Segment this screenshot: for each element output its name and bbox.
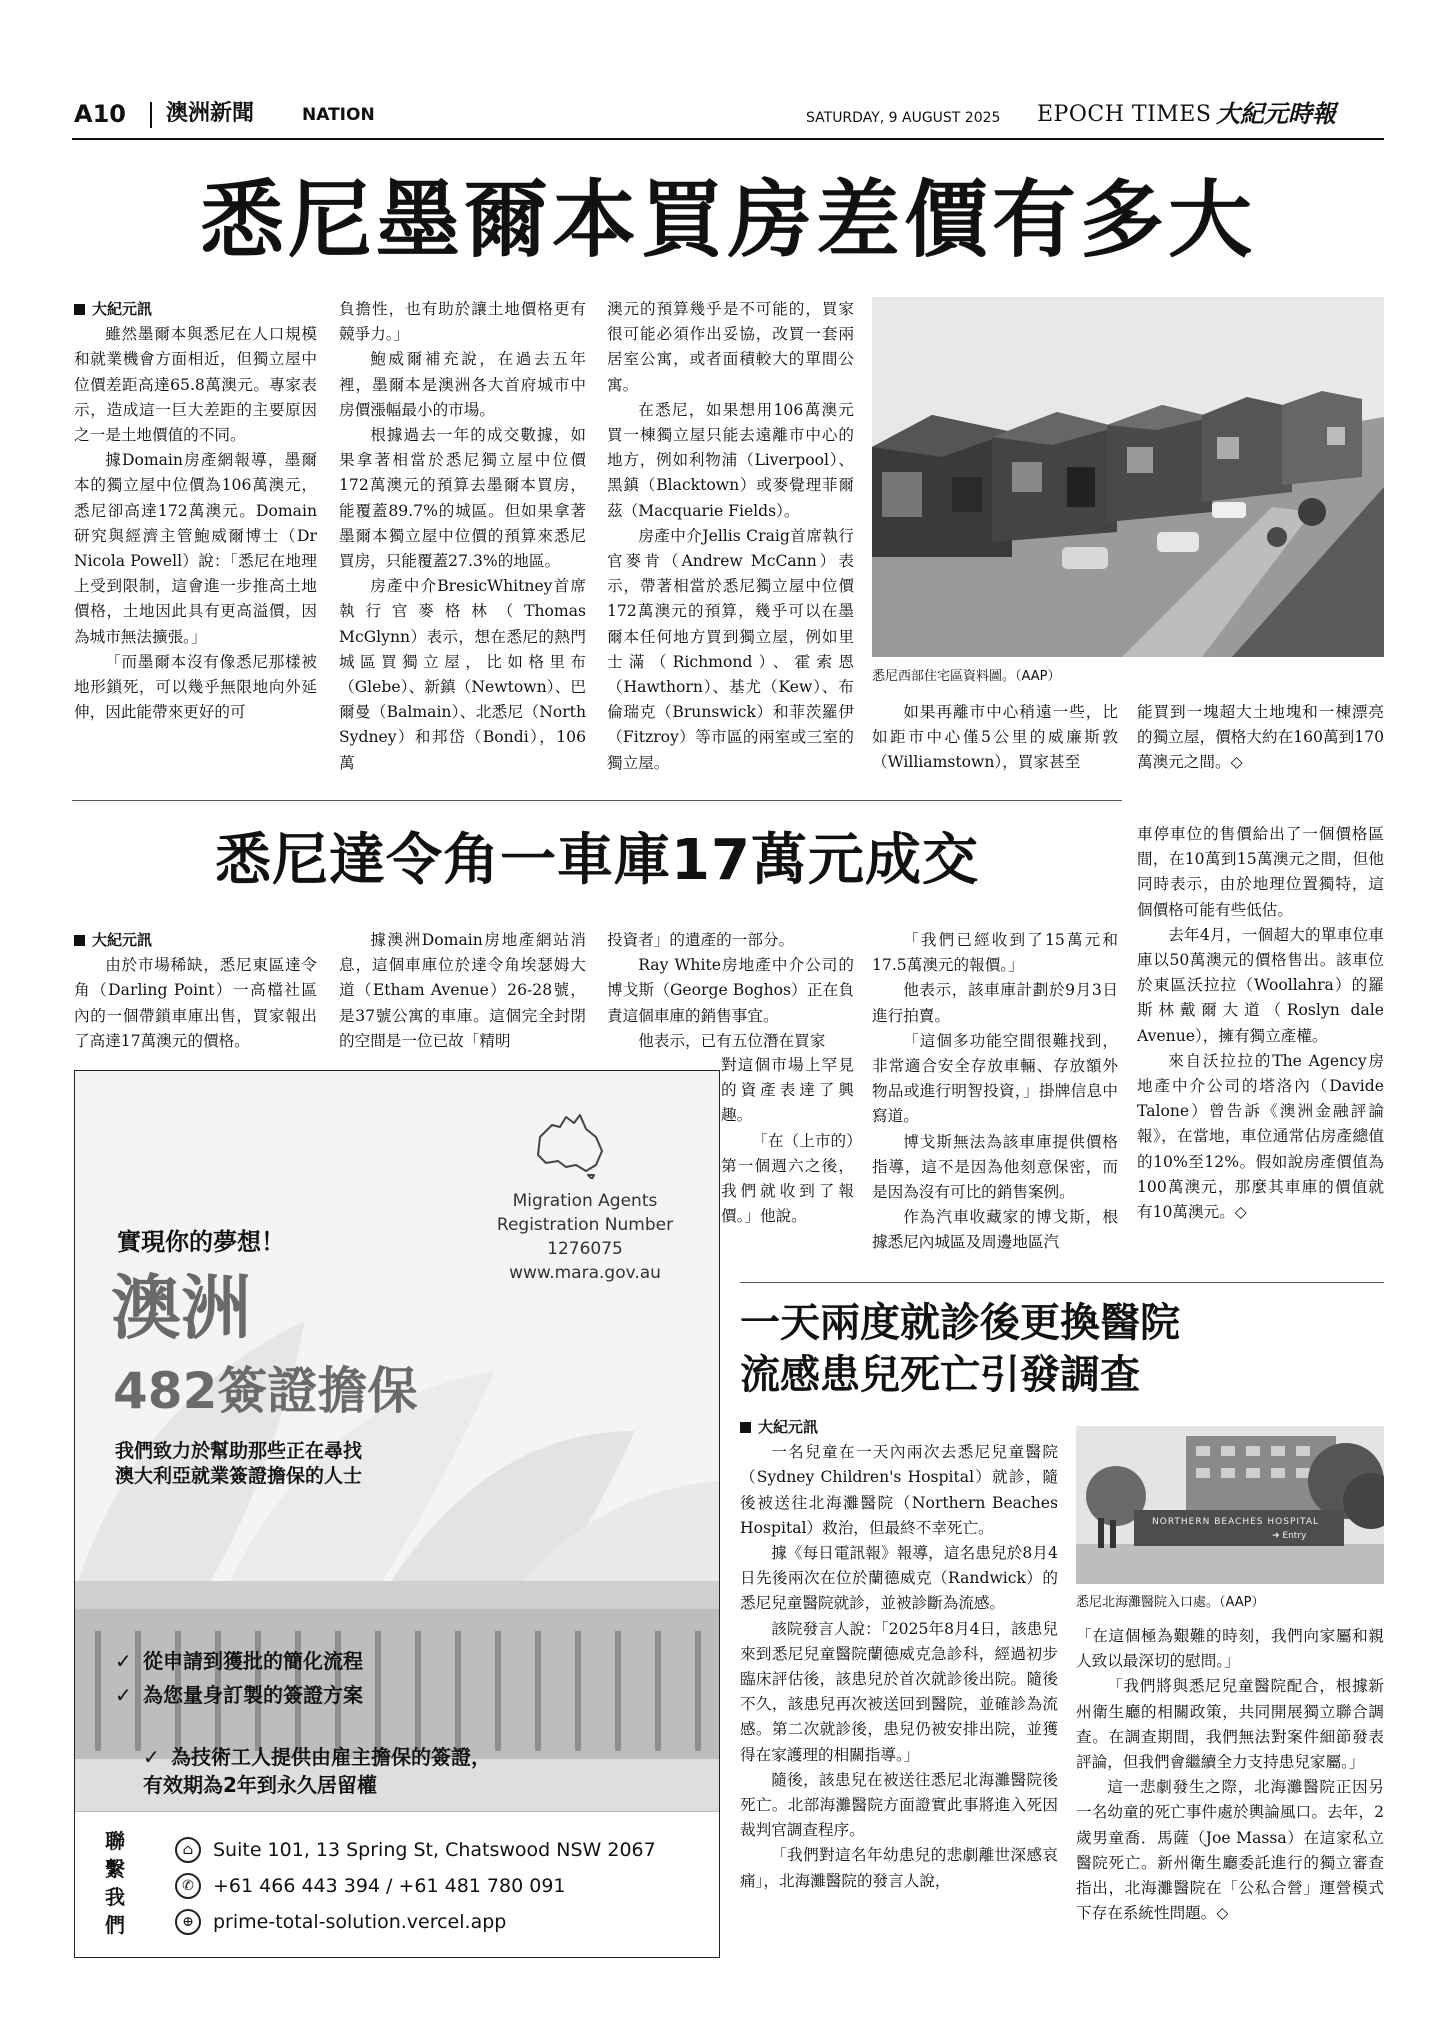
hospital-entrance-image	[1076, 1426, 1384, 1584]
article2-col3b	[721, 1053, 854, 1265]
mara-number: 1276075	[547, 1239, 623, 1259]
ad-bullet-1	[115, 1647, 363, 1675]
paragraph: 由於市場稀缺，悉尼東區達令角（Darling Point）一高檔社區內的一個帶鎖車庫出售，買家報出了高達17萬澳元的價格。	[74, 956, 317, 1050]
paragraph: 這一悲劇發生之際，北海灘醫院正因另一名幼童的死亡事件處於輿論風口。去年，2歲男童喬．馬薩（Joe Massa）在這家私立醫院死亡。新州衛生廳委託進行的獨立審查指出，北海灘醫院在「公私合營」運營模式下存在系統性問題。◇	[1076, 1778, 1384, 1923]
contact-label-char: 聯	[105, 1829, 125, 1853]
paragraph: 投資者」的遺產的一部分。	[607, 931, 795, 949]
paragraph: 對這個市場上罕見的資產表達了興趣。	[721, 1056, 854, 1125]
paragraph: 一名兒童在一天內兩次去悉尼兒童醫院（Sydney Children's Hospital）就診，隨後被送往北海灘醫院（Northern Beaches Hospital）救治，但最終不幸死亡。	[740, 1443, 1058, 1537]
ad-subtitle: 482簽證擔保	[113, 1362, 418, 1420]
contact-label-char: 我	[105, 1885, 125, 1909]
ad-website[interactable]: prime-total-solution.vercel.app	[213, 1911, 507, 1933]
paragraph: 「我們已經收到了15萬元和17.5萬澳元的報價。」	[872, 931, 1118, 975]
paragraph: 該院發言人說：「2025年8月4日，該患兒來到悉尼兒童醫院蘭德威克急診科，經過初步臨床評估後，該患兒於首次就診後出院。隨後不久，該患兒再次被送回到醫院，並確診為流感。第二次就診後，患兒仍被安排出院，並獲得在家護理的相關指導。」	[740, 1619, 1058, 1764]
paragraph: 根據過去一年的成交數據，如果拿著相當於悉尼獨立屋中位價172萬澳元的預算去墨爾本買房，能覆蓋89.7%的城區。但如果拿著墨爾本獨立屋中位價的預算來悉尼買房，只能覆蓋27.3%的地區。	[339, 426, 586, 571]
paragraph: 隨後，該患兒在被送往悉尼北海灘醫院後死亡。北部海灘醫院方面證實此事將進入死因裁判官調查程序。	[740, 1770, 1058, 1840]
paragraph: 「這個多功能空間很難找到，非常適合安全存放車輛、存放額外物品或進行明智投資，」掛牌信息中寫道。	[872, 1031, 1118, 1126]
ad-bullet-text: 為您量身訂製的簽證方案	[143, 1683, 363, 1707]
article2-col3a	[607, 928, 854, 1053]
article3-photo-caption: 悉尼北海灘醫院入口處。（AAP）	[1076, 1595, 1265, 1610]
ad-tagline: 實現你的夢想！	[117, 1228, 285, 1256]
article2-col2	[339, 928, 586, 1068]
arrow-right-icon: ➜	[1272, 1531, 1283, 1541]
ad-bullet-text: 為技術工人提供由雇主擔保的簽證， 有效期為2年到永久居留權	[143, 1745, 491, 1797]
article2-bottom-rule	[740, 1282, 1384, 1283]
article1-col3	[607, 297, 854, 787]
article2-byline: 大紀元訊	[74, 928, 317, 953]
checkmark-icon: ✓	[143, 1745, 160, 1769]
paragraph: 來自沃拉拉的The Agency房地產中介公司的塔洛內（Davide Talone）曾告訴《澳洲金融評論報》，在當地，車位通常佔房產總值的10%至12%。假如說房產價值為100萬澳元，那麼其車庫的價值就有10萬澳元。◇	[1137, 1051, 1384, 1222]
article3-byline: 大紀元訊	[740, 1415, 1058, 1440]
contact-label-char: 繫	[105, 1857, 125, 1881]
paragraph: 負擔性，也有助於讓土地價格更有競爭力。」	[339, 300, 586, 344]
ad-bullet-3	[115, 1715, 515, 1799]
article2-col5	[1137, 822, 1384, 1268]
masthead-en: EPOCH TIMES	[1037, 102, 1212, 127]
paragraph: 去年4月，一個超大的單車位車庫以50萬澳元的價格售出。該車位於東區沃拉拉（Woollahra）的羅斯林戴爾大道（Roslyn dale Avenue），擁有獨立產權。	[1137, 925, 1384, 1045]
contact-label	[105, 1827, 129, 1939]
paragraph: 據Domain房產網報導，墨爾本的獨立屋中位價為106萬澳元，悉尼卻高達172萬澳元。Domain研究與經濟主管鮑威爾博士（Dr Nicola Powell）說：「悉尼在地理上受到限制，這會進一步推高土地價格，土地因此具有更高溢價，因為城市無法擴張。」	[74, 451, 317, 646]
header-date: SATURDAY, 9 AUGUST 2025	[806, 110, 1001, 126]
article3-col1	[740, 1415, 1058, 1963]
paragraph: 他表示，已有五位潛在買家	[638, 1031, 826, 1050]
article1-byline: 大紀元訊	[74, 297, 317, 322]
section-zh: 澳洲新聞	[166, 101, 255, 126]
globe-icon: ⊕	[175, 1909, 201, 1935]
paragraph: 車停車位的售價給出了一個價格區間，在10萬到15萬澳元之間，但他同時表示，由於地理位置獨特，這個價格可能有些低估。	[1137, 825, 1384, 919]
article3-photo	[1076, 1426, 1384, 1584]
visa-advertisement	[74, 1070, 720, 1958]
paragraph: 博戈斯無法為該車庫提供價格指導，這不是因為他刻意保密，而是因為沒有可比的銷售案例。	[872, 1132, 1118, 1202]
article1-bottom-rule	[72, 800, 1122, 801]
hospital-sign-entry-text: Entry	[1282, 1531, 1307, 1541]
ad-bullet-2	[115, 1681, 363, 1709]
ad-desc-line2: 澳大利亞就業簽證擔保的人士	[115, 1465, 363, 1487]
paragraph: 鮑威爾補充說，在過去五年裡，墨爾本是澳洲各大首府城市中房價漲幅最小的市場。	[339, 350, 586, 419]
paragraph: 「我們對這名年幼患兒的悲劇離世深感哀痛」，北海灘醫院的發言人說，	[740, 1846, 1058, 1890]
ad-bullet-text: 從申請到獲批的簡化流程	[143, 1649, 363, 1673]
paragraph: 「在（上市的）第一個週六之後，我們就收到了報價。」他說。	[721, 1131, 854, 1226]
paragraph: 作為汽車收藏家的博戈斯，根據悉尼內城區及周邊地區汽	[872, 1208, 1118, 1252]
paragraph: Ray White房地產中介公司的博戈斯（George Boghos）正在負責這個車庫的銷售事宜。	[607, 956, 854, 1025]
paragraph: 據《每日電訊報》報導，這名患兒於8月4日先後兩次在位於蘭德威克（Randwick）的悉尼兒童醫院就診，並被診斷為流感。	[740, 1544, 1058, 1613]
header-rule	[72, 138, 1384, 140]
paragraph: 他表示，該車庫計劃於9月3日進行拍賣。	[872, 981, 1118, 1025]
masthead-zh: 大紀元時報	[1216, 99, 1336, 128]
mara-url: www.mara.gov.au	[509, 1263, 661, 1283]
article1-col1	[74, 297, 317, 787]
paragraph: 房產中介BresicWhitney首席執行官麥格林（Thomas McGlynn）表示，想在悉尼的熱門城區買獨立屋，比如格里布（Glebe）、新鎮（Newtown）、巴爾曼（Balmain）、北悉尼（North Sydney）和邦岱（Bondi），106萬	[339, 577, 586, 772]
ad-phone: +61 466 443 394 / +61 481 780 091	[213, 1875, 566, 1897]
hospital-sign-entry	[1272, 1530, 1306, 1542]
article1-photo	[872, 297, 1384, 657]
paragraph: 「而墨爾本沒有像悉尼那樣被地形鎖死，可以幾乎無限地向外延伸，因此能帶來更好的可	[74, 652, 317, 722]
paragraph: 房產中介Jellis Craig首席執行官麥肯（Andrew McCann）表示，帶著相當於悉尼獨立屋中位價172萬澳元的預算，幾乎可以在墨爾本任何地方買到獨立屋，例如里士滿（Richmond）、霍索恩（Hawthorn）、基尤（Kew）、布倫瑞克（Brunswick）和菲茨羅伊（Fitzroy）等市區的兩室或三室的獨立屋。	[607, 526, 854, 772]
article2-headline: 悉尼達令角一車庫17萬元成交	[215, 828, 979, 893]
hospital-sign: NORTHERN BEACHES HOSPITAL	[1152, 1517, 1320, 1527]
article1-col5	[1137, 700, 1384, 790]
contact-label-char: 們	[105, 1913, 125, 1937]
paragraph: 在悉尼，如果想用106萬澳元買一棟獨立屋只能去遠離市中心的地方，例如利物浦（Liverpool）、黑鎮（Blacktown）或麥覺理菲爾茲（Macquarie Fields）。	[607, 400, 854, 520]
mara-line1: Migration Agents	[512, 1191, 658, 1211]
article1-col2	[339, 297, 586, 787]
ad-desc-line1: 我們致力於幫助那些正在尋找	[115, 1440, 363, 1462]
paragraph: 如果再離市中心稍遠一些，比如距市中心僅5公里的威廉斯敦（Williamstown），買家甚至	[872, 703, 1118, 772]
paragraph: 「在這個極為艱難的時刻，我們向家屬和親人致以最深切的慰問。」	[1076, 1627, 1384, 1671]
article2-col1	[74, 928, 317, 1068]
paragraph: 澳元的預算幾乎是不可能的，買家很可能必須作出妥協，改買一套兩居室公寓，或者面積較大的單間公寓。	[607, 300, 854, 394]
article1-headline: 悉尼墨爾本買房差價有多大	[199, 170, 1256, 269]
mara-line2: Registration Number	[496, 1215, 674, 1235]
phone-icon: ✆	[175, 1873, 201, 1899]
home-icon: ⌂	[175, 1837, 201, 1863]
article3-col2	[1076, 1624, 1384, 1964]
article1-photo-caption: 悉尼西部住宅區資料圖。（AAP）	[872, 669, 1061, 684]
paragraph: 「我們將與悉尼兒童醫院配合，根據新州衛生廳的相關政策，共同開展獨立聯合調查。在調查期間，我們無法對案件細節發表評論，但我們會繼續全力支持患兒家屬。」	[1076, 1677, 1384, 1772]
page-number: A10	[74, 100, 126, 128]
paragraph: 能買到一塊超大土地塊和一棟漂亮的獨立屋，價格大約在160萬到170萬澳元之間。◇	[1137, 703, 1384, 772]
housing-estate-image	[872, 297, 1384, 657]
australia-map-icon	[530, 1109, 610, 1179]
article1-col4	[872, 700, 1118, 790]
paragraph: 雖然墨爾本與悉尼在人口規模和就業機會方面相近，但獨立屋中位價差距高達65.8萬澳元。專家表示，造成這一巨大差距的主要原因之一是土地價值的不同。	[74, 325, 317, 445]
ad-address: Suite 101, 13 Spring St, Chatswood NSW 2067	[213, 1839, 656, 1861]
article3-headline-line2: 流感患兒死亡引發調查	[740, 1352, 1140, 1398]
paragraph: 據澳洲Domain房地產網站消息，這個車庫位於達令角埃瑟姆大道（Etham Avenue）26-28號，是37號公寓的車庫。這個完全封閉的空間是一位已故「精明	[339, 931, 586, 1050]
checkmark-icon: ✓	[115, 1683, 132, 1707]
checkmark-icon: ✓	[115, 1649, 132, 1673]
section-en: NATION	[302, 105, 375, 125]
article3-headline-line1: 一天兩度就診後更換醫院	[740, 1300, 1180, 1346]
header-divider	[150, 102, 152, 128]
ad-title: 澳洲	[111, 1267, 251, 1349]
article2-col4	[872, 928, 1118, 1268]
